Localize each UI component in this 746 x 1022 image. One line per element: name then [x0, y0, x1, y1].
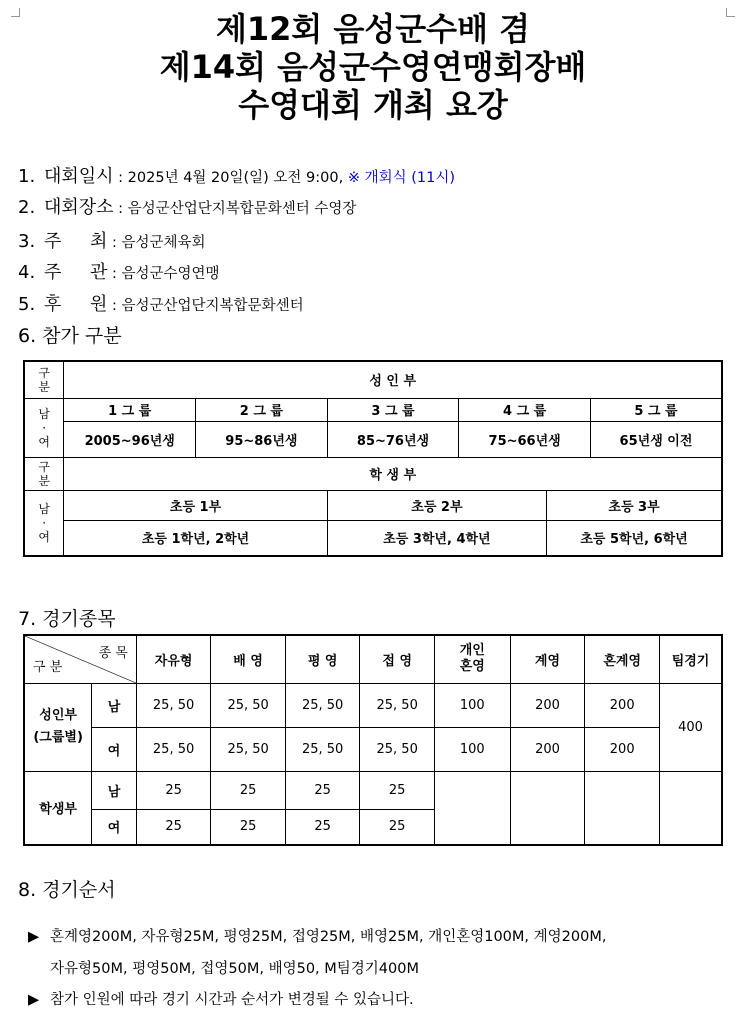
section-7-heading: 7. 경기종목 [18, 608, 116, 630]
triangle-bullet-icon: ▶ [28, 929, 40, 945]
info-sponsor: 5. 후 원 : 음성군산업단지복합문화센터 [18, 294, 304, 315]
event-cell: 25 [360, 809, 435, 845]
student-division-label: 학생부 [24, 771, 92, 845]
info-host: 3. 주 최 : 음성군체육회 [18, 231, 206, 252]
student-header: 학 생 부 [64, 457, 722, 490]
male-label: 남 [92, 683, 137, 727]
triangle-bullet-icon: ▶ [28, 992, 40, 1008]
header-butterfly: 접 영 [360, 635, 435, 683]
grade-2-years: 초등 3학년, 4학년 [327, 520, 546, 556]
order-line-2: 자유형50M, 평영50M, 접영50M, 배영50, M팀경기400M [50, 961, 419, 977]
info-organizer: 4. 주 관 : 음성군수영연맹 [18, 262, 220, 283]
grade-2: 초등 2부 [327, 490, 546, 520]
events-table [23, 634, 723, 846]
event-cell: 25, 50 [211, 727, 286, 771]
event-cell: 25, 50 [360, 727, 435, 771]
order-line-1: ▶ 혼계영200M, 자유형25M, 평영25M, 접영25M, 배영25M, 개인혼영100M, 계영200M, [28, 929, 607, 945]
event-cell: 25, 50 [136, 727, 211, 771]
gender-cell: 남 · 여 [24, 490, 64, 556]
event-cell: 200 [510, 727, 585, 771]
empty-cell [510, 771, 585, 845]
event-cell: 25 [136, 771, 211, 809]
adult-division-label: 성인부 (그룹별) [24, 683, 92, 771]
header-backstroke: 배 영 [211, 635, 286, 683]
event-cell: 25 [360, 771, 435, 809]
header-freestyle: 자유형 [136, 635, 211, 683]
header-medley-relay: 혼계영 [585, 635, 660, 683]
event-cell: 25 [211, 809, 286, 845]
event-cell: 25, 50 [285, 727, 360, 771]
female-label: 여 [92, 727, 137, 771]
empty-cell [434, 771, 510, 845]
group-2: 2 그 룹 [196, 398, 328, 421]
gender-cell: 남 · 여 [24, 398, 64, 457]
doc-title-line1: 제12회 음성군수배 겸 [215, 10, 531, 48]
gubun-cell: 구 분 [24, 361, 64, 398]
section-6-heading: 6. 참가 구분 [18, 325, 122, 347]
doc-title-line3: 수영대회 개최 요강 [238, 86, 508, 124]
event-cell: 200 [510, 683, 585, 727]
header-breaststroke: 평 영 [285, 635, 360, 683]
male-label: 남 [92, 771, 137, 809]
gubun-cell: 구 분 [24, 457, 64, 490]
event-cell: 25, 50 [136, 683, 211, 727]
event-cell: 25 [285, 771, 360, 809]
group-3-years: 85~76년생 [327, 421, 459, 457]
event-cell: 25, 50 [211, 683, 286, 727]
event-cell: 25 [285, 809, 360, 845]
corner-header: 종 목 구 분 [24, 635, 136, 683]
event-cell: 25, 50 [360, 683, 435, 727]
doc-title-line2: 제14회 음성군수영연맹회장배 [159, 48, 587, 86]
female-label: 여 [92, 809, 137, 845]
group-3: 3 그 룹 [327, 398, 459, 421]
event-cell: 100 [434, 727, 510, 771]
event-cell: 200 [585, 727, 660, 771]
group-1-years: 2005~96년생 [64, 421, 196, 457]
adult-header: 성 인 부 [64, 361, 722, 398]
event-cell: 200 [585, 683, 660, 727]
event-cell: 25 [136, 809, 211, 845]
event-cell: 25, 50 [285, 683, 360, 727]
order-note: ▶ 참가 인원에 따라 경기 시간과 순서가 변경될 수 있습니다. [28, 992, 414, 1008]
event-cell: 25 [211, 771, 286, 809]
grade-1-years: 초등 1학년, 2학년 [64, 520, 327, 556]
group-5-years: 65년생 이전 [590, 421, 722, 457]
group-5: 5 그 룹 [590, 398, 722, 421]
event-cell: 100 [434, 683, 510, 727]
section-8-heading: 8. 경기순서 [18, 879, 116, 901]
empty-cell [585, 771, 660, 845]
header-team-event: 팀경기 [660, 635, 722, 683]
grade-3: 초등 3부 [547, 490, 722, 520]
empty-cell [660, 771, 722, 845]
grade-3-years: 초등 5학년, 6학년 [547, 520, 722, 556]
group-4-years: 75~66년생 [459, 421, 591, 457]
division-table [23, 360, 723, 557]
group-1: 1 그 룹 [64, 398, 196, 421]
grade-1: 초등 1부 [64, 490, 327, 520]
group-4: 4 그 룹 [459, 398, 591, 421]
info-venue: 2. 대회장소 : 음성군산업단지복합문화센터 수영장 [18, 197, 357, 218]
opening-note: ※ 개회식 (11시) [347, 170, 455, 186]
group-2-years: 95~86년생 [196, 421, 328, 457]
header-individual-medley: 개인 혼영 [434, 635, 510, 683]
header-relay: 계영 [510, 635, 585, 683]
info-date: 1. 대회일시 : 2025년 4월 20일(일) 오전 9:00, ※ 개회식 (11시) [18, 166, 455, 187]
team-event-cell: 400 [660, 683, 722, 771]
